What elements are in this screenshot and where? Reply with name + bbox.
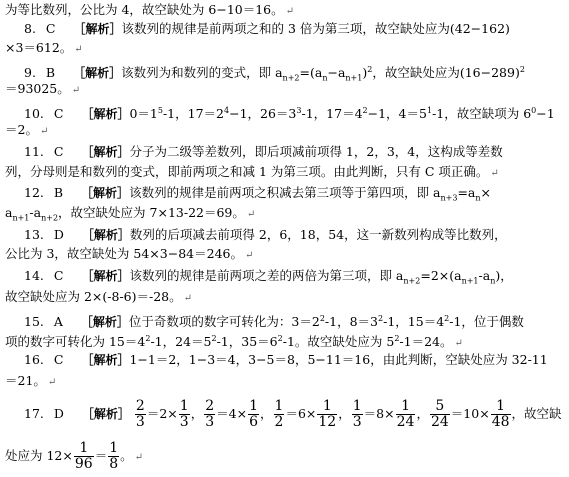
times-sign: × — [236, 406, 248, 421]
numerator: 1 — [396, 399, 416, 415]
comma: ， — [190, 406, 204, 421]
answer-letter: C — [45, 21, 56, 36]
paragraph-mark: ↵ — [244, 250, 254, 261]
analysis-label: ［解析］ — [81, 107, 130, 122]
analysis-label: ［解析］ — [81, 353, 130, 367]
numerator: 1 — [109, 440, 119, 456]
numerator: 2 — [135, 398, 145, 414]
analysis-text: 。 — [120, 448, 133, 463]
answer-14-line-1 — [24, 268, 513, 290]
analysis-text: ，故空缺处应为(16−289) — [372, 65, 520, 81]
answer-12-line-1 — [24, 185, 491, 207]
denominator: 96 — [74, 456, 93, 472]
fraction — [108, 441, 119, 472]
question-number: 12. — [24, 185, 44, 200]
comma: ， — [338, 406, 351, 421]
question-number: 8. — [24, 21, 36, 36]
analysis-text: a — [5, 205, 13, 220]
superscript: 2 — [362, 106, 368, 115]
superscript: 2 — [319, 314, 325, 323]
answer-9-line-2 — [5, 81, 80, 99]
answer-letter: B — [45, 65, 56, 81]
analysis-text: ＝2。 — [5, 122, 38, 137]
analysis-label: ［解析］ — [80, 315, 129, 330]
denominator: 3 — [135, 414, 145, 430]
equals-sign: ＝ — [94, 448, 108, 463]
denominator: 24 — [430, 414, 449, 430]
answer-15-line-1 — [24, 311, 524, 330]
fraction — [396, 399, 416, 430]
answer-16-line-1 — [24, 352, 548, 368]
equals-sign: ＝ — [285, 406, 298, 421]
analysis-label: ［解析］ — [81, 228, 130, 242]
answer-letter: C — [53, 268, 64, 283]
answer-letter: D — [53, 227, 64, 242]
fraction — [491, 399, 511, 430]
numerator: 1 — [74, 441, 94, 457]
analysis-text: ×3＝612。 — [5, 40, 73, 55]
equals-sign: ＝ — [450, 406, 464, 421]
answer-12-line-2 — [5, 205, 255, 227]
analysis-text: ＝93025。 — [5, 81, 70, 96]
fraction — [204, 399, 215, 430]
answer-11-line-2 — [5, 164, 499, 182]
superscript: 4 — [224, 106, 230, 115]
analysis-text: ) — [362, 65, 368, 81]
analysis-text: 分子为二级等差数列，即后项减前项得 1，2，3，4，这构成等差数 — [129, 144, 503, 159]
analysis-text: 1−1＝2，1−3＝4，3−5＝8，5−11＝16，由此判断，空缺处应为 32-11 — [129, 352, 548, 367]
analysis-label: ［解析］ — [81, 269, 130, 283]
analysis-text: -1。故空缺处应为 5 — [282, 334, 395, 350]
question-number: 11. — [24, 144, 44, 159]
paragraph-mark: ↵ — [454, 338, 463, 350]
analysis-text: −1，4＝5 — [367, 106, 427, 122]
superscript: 0 — [531, 106, 537, 115]
analysis-text: 该数列的规律是前两项之积减去第三项等于第四项，即 a — [129, 185, 441, 200]
analysis-text: −1 — [536, 106, 555, 122]
denominator: 8 — [109, 456, 119, 472]
paragraph-mark: ↵ — [490, 168, 499, 179]
answer-13-line-2 — [5, 246, 253, 264]
analysis-text: ，故空缺处应为 7×13-22＝69。 — [58, 205, 245, 220]
denominator: 48 — [491, 414, 510, 430]
analysis-text: =a — [457, 185, 476, 200]
question-number: 14. — [24, 268, 44, 283]
analysis-label: ［解析］ — [81, 145, 130, 159]
question-number: 15. — [24, 314, 44, 330]
answer-14-line-2 — [5, 289, 192, 307]
analysis-text: 位于奇数项的数字可转化为：3＝2 — [128, 314, 320, 330]
coefficient: 8 — [376, 406, 385, 421]
analysis-label: ［解析］ — [73, 22, 122, 36]
answer-10-line-2 — [5, 122, 48, 140]
answer-9-line-1 — [24, 62, 525, 87]
subscript: n+1 — [461, 276, 479, 286]
fraction — [352, 399, 363, 430]
fraction — [317, 399, 337, 430]
analysis-text: 数列的后项减去前项得 2，6，18，54，这一新数列构成等比数列， — [129, 227, 507, 242]
text: 为等比数列，公比为 4，故空缺处为 6−10＝16。 — [5, 2, 284, 17]
subscript: n — [322, 73, 328, 83]
superscript: 2 — [394, 334, 400, 343]
subscript: n+1 — [345, 73, 363, 83]
paragraph-mark: ↵ — [74, 44, 83, 55]
analysis-text: -1，故空缺项为 6 — [432, 106, 532, 122]
numerator: 1 — [491, 399, 511, 415]
coefficient: 4 — [228, 406, 237, 421]
paragraph-mark: ↵ — [71, 85, 81, 96]
numerator: 1 — [179, 398, 189, 414]
analysis-text: -a — [29, 205, 42, 220]
superscript: 2 — [378, 314, 384, 323]
numerator: 1 — [317, 399, 337, 415]
question-number: 17. — [24, 406, 44, 421]
numerator: 1 — [274, 398, 284, 414]
answer-10-line-1 — [24, 103, 555, 122]
subscript: n+2 — [282, 73, 300, 83]
equals-sign: ＝ — [363, 406, 377, 421]
analysis-text: × — [480, 185, 492, 200]
question-number: 10. — [24, 106, 44, 122]
analysis-text: 故空缺处应为 2×(-8-6)＝-28。 — [5, 289, 182, 304]
fraction — [248, 399, 259, 430]
answer-8-line-1 — [24, 21, 510, 37]
analysis-text: =2×(a — [420, 268, 462, 283]
analysis-text: -1，位于偶数 — [449, 314, 524, 330]
answer-letter: B — [53, 185, 64, 200]
denominator: 6 — [249, 414, 258, 430]
denominator: 2 — [274, 414, 284, 430]
denominator: 3 — [205, 414, 215, 430]
analysis-text: -1，17＝4 — [301, 106, 363, 122]
analysis-text: -1，35＝6 — [216, 334, 278, 350]
analysis-text: −1，26＝3 — [229, 106, 297, 122]
superscript: 2 — [444, 314, 450, 323]
fraction — [74, 441, 94, 472]
analysis-text: -1，24＝5 — [150, 334, 212, 350]
analysis-text: 处应为 12× — [5, 448, 73, 463]
denominator: 24 — [396, 414, 415, 430]
superscript: 5 — [157, 106, 163, 115]
answer-letter: D — [53, 406, 64, 421]
answer-15-line-2 — [5, 331, 463, 352]
superscript: 2 — [211, 334, 217, 343]
text-line — [5, 2, 294, 20]
comma: ， — [416, 406, 429, 421]
analysis-text: 公比为 3，故空缺处为 54×3−84＝246。 — [5, 246, 243, 261]
equals-sign: ＝ — [146, 406, 160, 421]
question-number: 9. — [24, 65, 36, 81]
question-number: 16. — [24, 352, 44, 367]
analysis-text: ，故空缺 — [511, 406, 562, 421]
analysis-text: )， — [495, 268, 513, 283]
numerator: 1 — [352, 398, 362, 414]
superscript: 1 — [426, 106, 433, 115]
analysis-text: -1，8＝3 — [324, 314, 379, 330]
coefficient: 2 — [159, 406, 168, 421]
answer-13-line-1 — [24, 227, 507, 243]
answer-letter: A — [53, 314, 63, 330]
equals-sign: ＝ — [216, 406, 229, 421]
paragraph-mark: ↵ — [183, 293, 193, 304]
subscript: n+1 — [12, 213, 30, 223]
times-sign: × — [384, 406, 395, 421]
analysis-text: 该数列为和数列的变式，即 a — [121, 65, 283, 81]
subscript: n+2 — [41, 213, 59, 223]
answer-17-line-1 — [24, 396, 562, 432]
times-sign: × — [167, 406, 178, 421]
analysis-text: 该数列的规律是前两项之差的两倍为第三项，即 a — [129, 268, 404, 283]
answer-16-line-2 — [5, 373, 56, 391]
denominator: 12 — [318, 414, 337, 430]
analysis-label: ［解析］ — [81, 186, 130, 200]
answer-8-line-2 — [5, 40, 83, 58]
answer-11-line-1 — [24, 144, 503, 160]
analysis-text: -1＝24。 — [399, 334, 453, 350]
analysis-label: ［解析］ — [81, 407, 130, 421]
paragraph-mark: ↵ — [285, 6, 295, 17]
superscript: 2 — [145, 334, 151, 343]
answer-17-line-2 — [5, 438, 143, 476]
fraction — [135, 399, 146, 430]
subscript: n — [490, 276, 496, 286]
denominator: 3 — [179, 414, 189, 430]
times-sign: × — [479, 406, 490, 421]
analysis-text: −a — [327, 65, 346, 81]
superscript: 2 — [277, 334, 283, 343]
question-number: 13. — [24, 227, 44, 242]
analysis-text: 列，分母则是和数列的变式，即前两项之和减 1 为第三项。由此判断，只有 C 项正确。 — [5, 164, 489, 179]
paragraph-mark: ↵ — [134, 452, 144, 463]
paragraph-mark: ↵ — [246, 209, 256, 220]
analysis-text: -1，17＝2 — [162, 106, 224, 122]
analysis-text: -1，15＝4 — [383, 314, 445, 330]
analysis-label: ［解析］ — [73, 66, 122, 81]
paragraph-mark: ↵ — [39, 126, 49, 137]
analysis-text: -a — [478, 268, 491, 283]
numerator: 1 — [249, 398, 258, 414]
analysis-text: =(a — [299, 65, 323, 81]
analysis-text: 项的数字可转化为 15＝4 — [5, 334, 146, 350]
superscript: 2 — [367, 65, 373, 74]
analysis-text: ＝21。 — [5, 373, 46, 388]
subscript: n — [475, 193, 481, 203]
fraction — [179, 399, 190, 430]
answer-letter: C — [53, 144, 64, 159]
analysis-text: 该数列的规律是前两项之和的 3 倍为第三项，故空缺处应为(42−162) — [121, 21, 510, 36]
analysis-text: 0＝1 — [129, 106, 158, 122]
denominator: 3 — [352, 414, 362, 430]
subscript: n+2 — [403, 276, 421, 286]
coefficient: 10 — [463, 406, 480, 421]
answer-letter: C — [53, 352, 64, 367]
superscript: 2 — [519, 65, 525, 74]
times-sign: × — [305, 406, 317, 421]
fraction — [430, 399, 450, 430]
numerator: 5 — [430, 399, 450, 415]
coefficient: 6 — [297, 406, 306, 421]
numerator: 2 — [205, 398, 215, 414]
comma: ， — [260, 406, 273, 421]
fraction — [274, 399, 285, 430]
answer-letter: C — [53, 106, 64, 122]
paragraph-mark: ↵ — [47, 377, 57, 388]
superscript: 3 — [296, 106, 302, 115]
subscript: n+3 — [440, 193, 458, 203]
